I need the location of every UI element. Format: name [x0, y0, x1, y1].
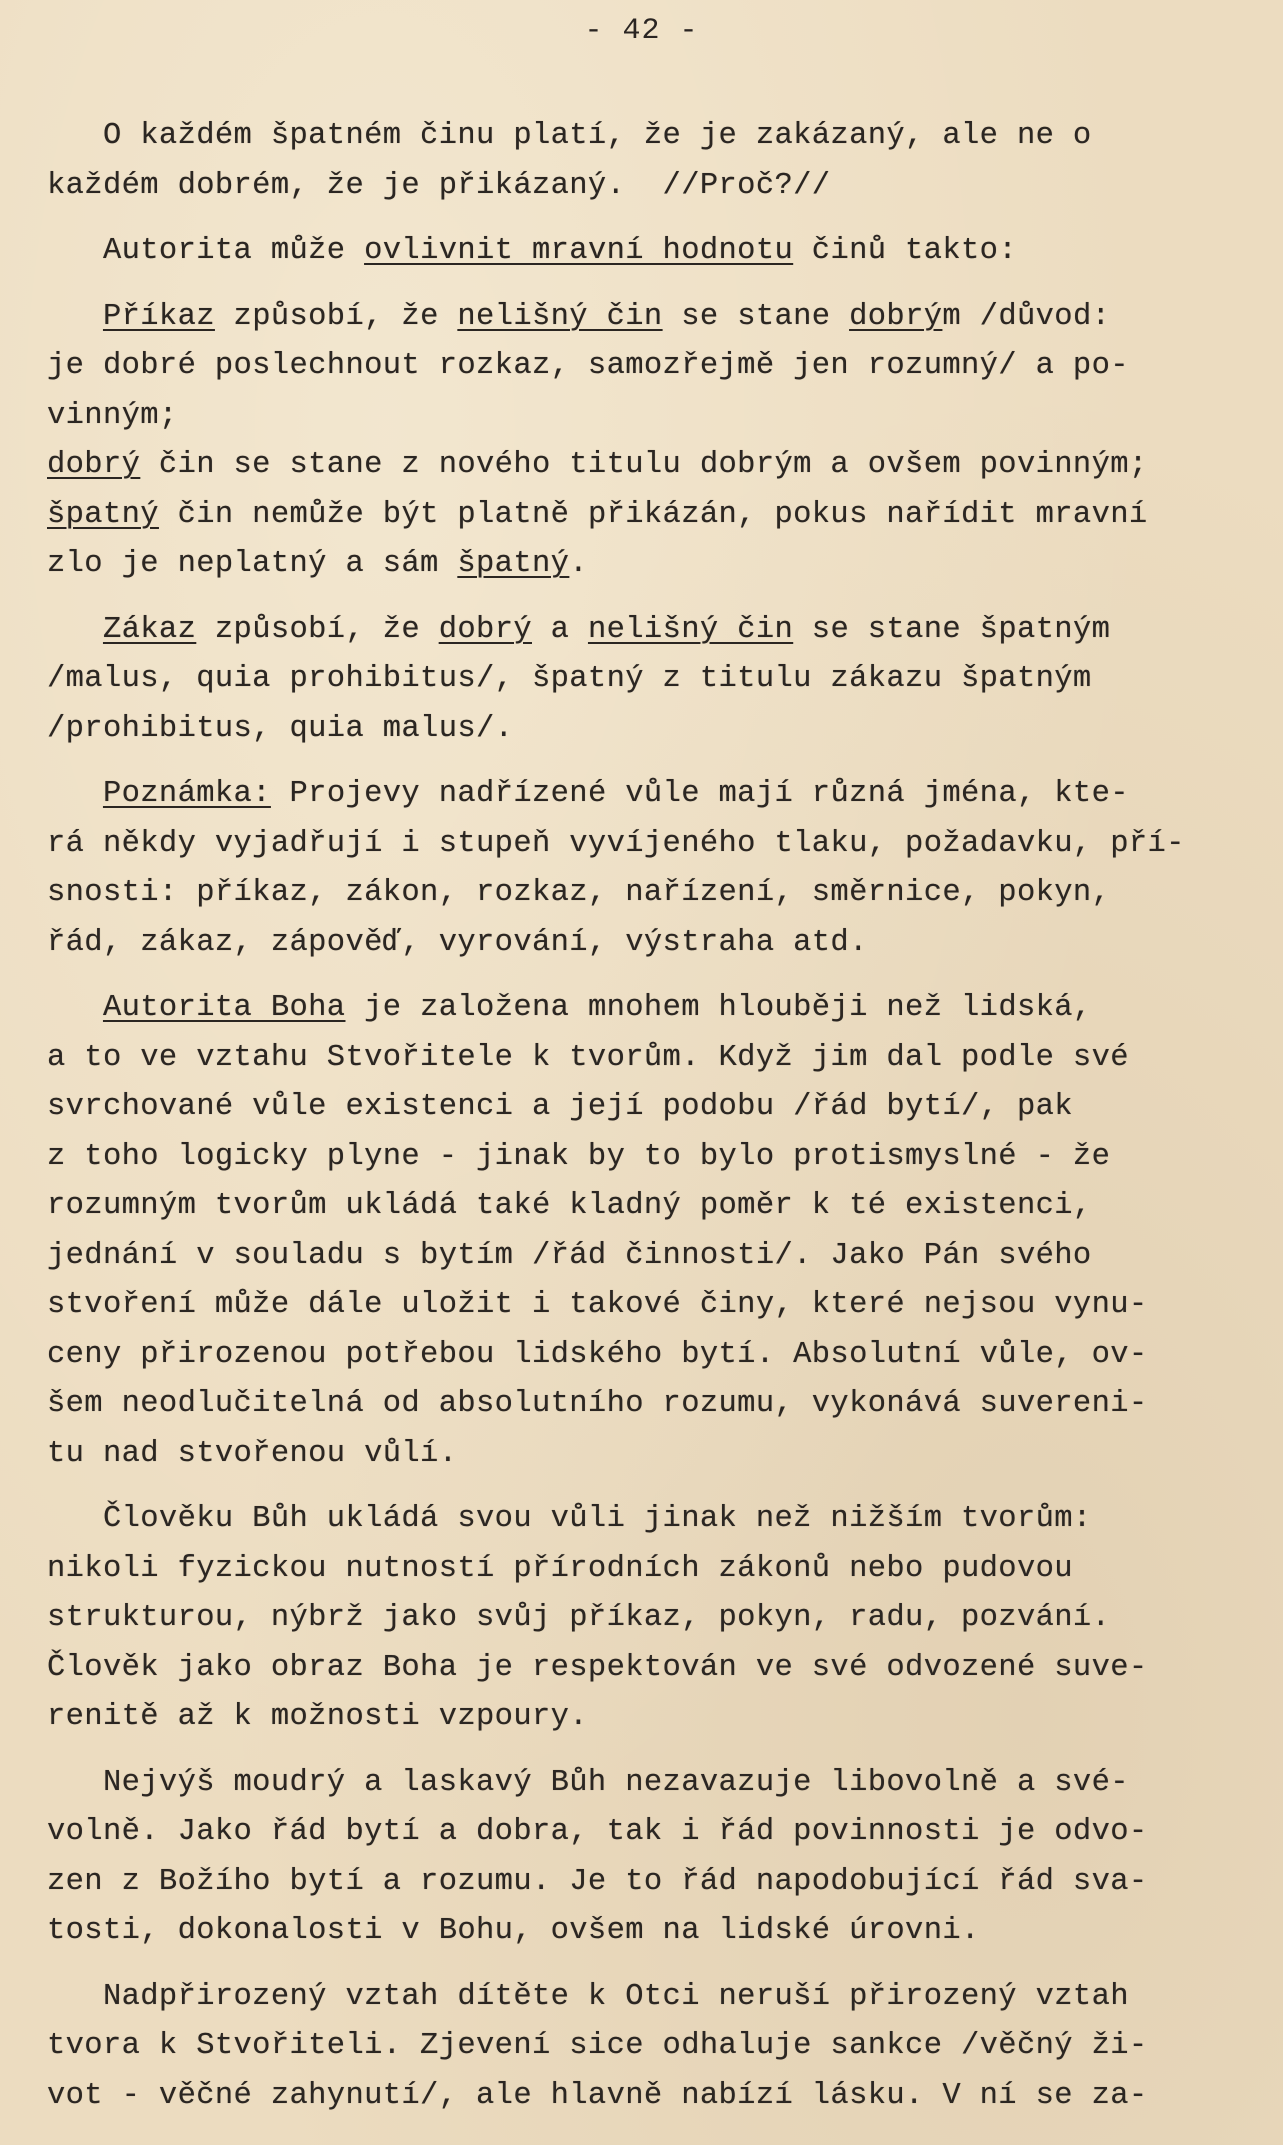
text-line: tvora k Stvořiteli. Zjevení sice odhaluje sankce /věčný ži-: [47, 2029, 1148, 2063]
text-line: Člověk jako obraz Boha je respektován ve své odvozené suve-: [47, 1650, 1148, 1685]
text-line: vinným;: [47, 398, 178, 433]
text-line: nikoli fyzickou nutností přírodních zákonů nebo pudovou: [47, 1551, 1073, 1586]
text-line: špatný čin nemůže být platně přikázán, pokus nařídit mravní: [47, 497, 1148, 532]
text-line: Člověku Bůh ukládá svou vůli jinak než nižším tvorům:: [47, 1502, 1092, 1536]
text-line: O každém špatném činu platí, že je zakázaný, ale ne o: [47, 119, 1092, 153]
paragraph: [47, 984, 1252, 1479]
text-line: jednání v souladu s bytím /řád činnosti/. Jako Pán svého: [47, 1238, 1092, 1273]
text-line: svrchované vůle existenci a její podobu /řád bytí/, pak: [47, 1090, 1073, 1124]
text-line: zen z Božího bytí a rozumu. Je to řád napodobující řád sva-: [47, 1864, 1148, 1899]
paragraph: [47, 606, 1252, 755]
text-line: renitě až k možnosti vzpoury.: [47, 1700, 588, 1734]
paragraph: [47, 293, 1252, 590]
text-line: je dobré poslechnout rozkaz, samozřejmě jen rozumný/ a po-: [47, 349, 1129, 383]
text-line: a to ve vztahu Stvořitele k tvorům. Když jim dal podle své: [47, 1040, 1129, 1075]
text-line: z toho logicky plyne - jinak by to bylo protismyslné - že: [47, 1139, 1111, 1174]
text-line: /prohibitus, quia malus/.: [47, 711, 514, 746]
text-line: Autorita Boha je založena mnohem hlouběji než lidská,: [102, 991, 1092, 1025]
text-line: strukturou, nýbrž jako svůj příkaz, pokyn, radu, pozvání.: [47, 1601, 1111, 1635]
text-line: rozumným tvorům ukládá také kladný poměr k té existenci,: [47, 1189, 1092, 1223]
text-line: /malus, quia prohibitus/, špatný z titulu zákazu špatným: [47, 662, 1092, 696]
text-line: tosti, dokonalosti v Bohu, ovšem na lidské úrovni.: [47, 1914, 980, 1948]
text-line: Příkaz způsobí, že nelišný čin se stane dobrým /důvod:: [102, 299, 1111, 334]
text-line: šem neodlučitelná od absolutního rozumu, vykonává suvereni-: [47, 1387, 1148, 1421]
text-line: zlo je neplatný a sám špatný.: [47, 547, 588, 581]
body-text: [47, 112, 1252, 2137]
text-line: dobrý čin se stane z nového titulu dobrým a ovšem povinným;: [47, 448, 1148, 482]
paragraph: [47, 227, 1252, 277]
paragraph: [47, 770, 1252, 968]
paragraph: [47, 1973, 1252, 2122]
text-line: Nejvýš moudrý a laskavý Bůh nezavazuje libovolně a své-: [47, 1765, 1129, 1800]
text-line: snosti: příkaz, zákon, rozkaz, nařízení, směrnice, pokyn,: [47, 876, 1111, 910]
text-line: Nadpřirozený vztah dítěte k Otci neruší přirozený vztah: [47, 1979, 1129, 2014]
paragraph: [47, 112, 1252, 211]
text-line: řád, zákaz, zápověď, vyrování, výstraha atd.: [47, 925, 868, 960]
text-line: vot - věčné zahynutí/, ale hlavně nabízí lásku. V ní se za-: [47, 2078, 1148, 2113]
text-line: ceny přirozenou potřebou lidského bytí. Absolutní vůle, ov-: [47, 1337, 1148, 1372]
paragraph: [47, 1759, 1252, 1957]
text-line: volně. Jako řád bytí a dobra, tak i řád povinnosti je odvo-: [47, 1815, 1148, 1849]
text-line: rá někdy vyjadřují i stupeň vyvíjeného tlaku, požadavku, pří-: [47, 826, 1185, 861]
text-line: stvoření může dále uložit i takové činy, které nejsou vynu-: [47, 1288, 1148, 1322]
text-line: tu nad stvořenou vůlí.: [47, 1436, 458, 1471]
paragraph: [47, 1495, 1252, 1743]
text-line: Zákaz způsobí, že dobrý a nelišný čin se stane špatným: [102, 612, 1111, 647]
page-number: - 42 -: [584, 14, 699, 48]
text-line: Autorita může ovlivnit mravní hodnotu činů takto:: [47, 234, 1017, 268]
text-line: Poznámka: Projevy nadřízené vůle mají různá jména, kte-: [102, 777, 1129, 811]
text-line: každém dobrém, že je přikázaný. //Proč?//: [47, 168, 831, 203]
